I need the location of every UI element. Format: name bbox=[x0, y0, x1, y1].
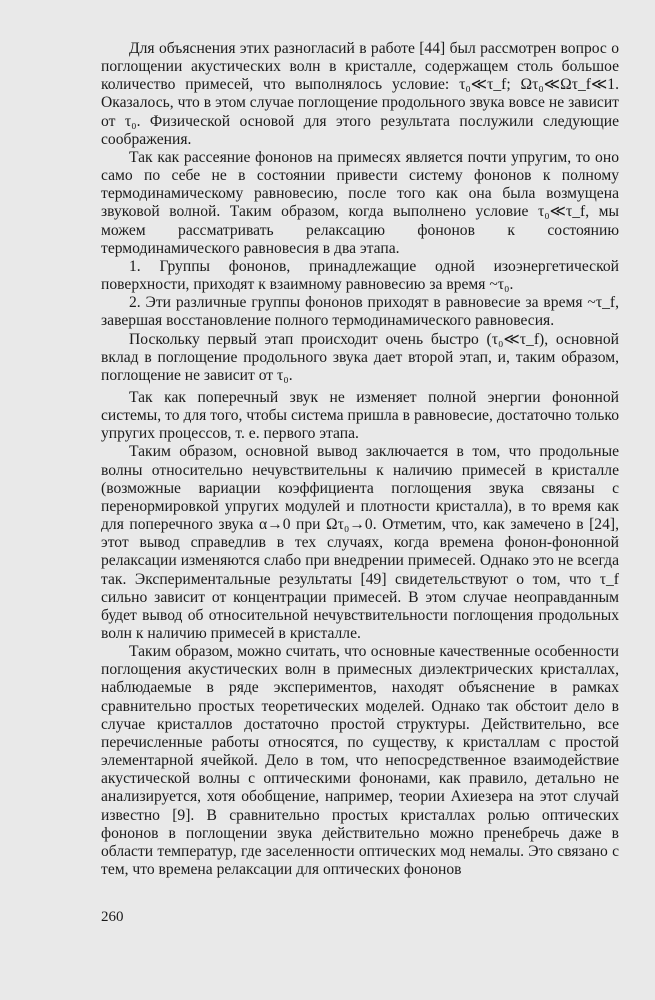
body-text bbox=[101, 40, 619, 879]
paragraph-8: Таким образом, можно считать, что основные качественные особенности поглощения акустических волн в примесных диэлектрических кристаллах, наблюдаемые в ряде экспериментов, находят объяснение в рамках сравнительно простых теоретических моделей. Однако так обстоит дело в случае кристаллов достаточно простой структуры. Действительно, все перечисленные работы относятся, по существу, к кристаллам с простой элементарной ячейкой. Дело в том, что непосредственное взаимодействие акустической волны с оптическими фононами, как правило, детально не анализируется, хотя обобщение, например, теории Ахиезера на этот случай известно [9]. В сравнительно простых кристаллах ролью оптических фононов в поглощении звука действительно можно пренебречь даже в области температур, где заселенности оптических мод немалы. Это связано с тем, что времена релаксации для оптических фононов bbox=[101, 643, 619, 879]
page-number: 260 bbox=[101, 909, 124, 925]
paragraph-2: Так как рассеяние фононов на примесях является почти упругим, то оно само по себе не в состоянии привести систему фононов к полному термодинамическому равновесию, после того как она была возмущена звуковой волной. Таким образом, когда выполнено условие τ₀≪τ_f, мы можем рассматривать релаксацию фононов к состоянию термодинамического равновесия в два этапа. bbox=[101, 148, 619, 257]
paragraph-1: Для объяснения этих разногласий в работе [44] был рассмотрен вопрос о поглощении акустических волн в кристалле, содержащем столь большое количество примесей, что выполнялось условие: τ₀≪τ_f; Ωτ₀≪Ωτ_f≪1. Оказалось, что в этом случае поглощение продольного звука вовсе не зависит от τ₀. Физической основой для этого результата послужили следующие соображения. bbox=[101, 40, 619, 148]
paragraph-7: Таким образом, основной вывод заключается в том, что продольные волны относительно нечувствительны к наличию примесей в кристалле (возможные вариации коэффициента поглощения звука связаны с перенормировкой упругих модулей и плотности кристалла), в то время как для поперечного звука α→0 при Ωτ₀→0. Отметим, что, как замечено в [24], этот вывод справедлив в тех случаях, когда времена фонон-фононной релаксации изменяются слабо при внедрении примесей. Однако это не всегда так. Экспериментальные результаты [49] свидетельствуют о том, что τ_f сильно зависит от концентрации примесей. В этом случае неоправданным будет вывод об относительной нечувствительности поглощения продольных волн к наличию примесей в кристалле. bbox=[101, 443, 619, 642]
paragraph-4-list-item-2: 2. Эти различные группы фононов приходят в равновесие за время ~τ_f, завершая восстановление полного термодинамического равновесия. bbox=[101, 294, 619, 330]
paragraph-5: Поскольку первый этап происходит очень быстро (τ₀≪τ_f), основной вклад в поглощение продольного звука дает второй этап, и, таким образом, поглощение не зависит от τ₀. bbox=[101, 330, 619, 384]
paragraph-3-list-item-1: 1. Группы фононов, принадлежащие одной изоэнергетической поверхности, приходят к взаимному равновесию за время ~τ₀. bbox=[101, 257, 619, 294]
paragraph-6: Так как поперечный звук не изменяет полной энергии фононной системы, то для того, чтобы система пришла в равновесие, достаточно только упругих процессов, т. е. первого этапа. bbox=[101, 388, 619, 443]
